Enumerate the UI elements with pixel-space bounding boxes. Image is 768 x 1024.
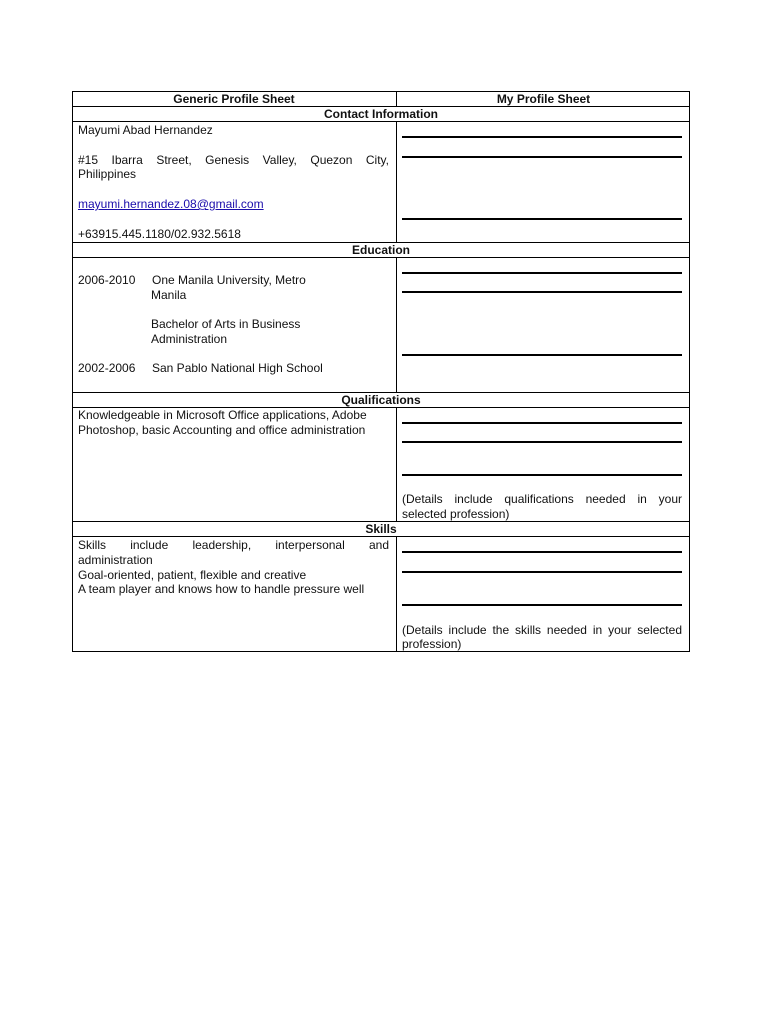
- contact-phone: +63915.445.1180/02.932.5618: [78, 227, 241, 241]
- qualifications-fill-line: [402, 474, 682, 476]
- qualifications-note-line1: (Details include qualifications needed in your: [402, 492, 682, 506]
- qualifications-line2: Photoshop, basic Accounting and office administration: [78, 423, 366, 437]
- skills-fill-line: [402, 571, 682, 573]
- skills-line4: A team player and knows how to handle pressure well: [78, 582, 365, 596]
- contact-address-line1: #15 Ibarra Street, Genesis Valley, Quezon City,: [78, 153, 389, 167]
- section-header-contact: Contact Information: [324, 107, 438, 121]
- qualifications-note-line2: selected profession): [402, 507, 510, 521]
- row-divider: [72, 257, 690, 258]
- column-divider: [396, 536, 397, 652]
- qualifications-fill-line: [402, 422, 682, 424]
- contact-fill-line: [402, 218, 682, 220]
- row-divider: [72, 536, 690, 537]
- skills-note-line1: (Details include the skills needed in your selected: [402, 623, 682, 637]
- education-school-cont: Manila: [151, 288, 187, 302]
- skills-note-line2: profession): [402, 637, 462, 651]
- qualifications-fill-line: [402, 441, 682, 443]
- skills-line2: administration: [78, 553, 153, 567]
- section-header-skills: Skills: [365, 522, 397, 536]
- education-school: San Pablo National High School: [152, 361, 323, 375]
- contact-fill-line: [402, 156, 682, 158]
- contact-name: Mayumi Abad Hernandez: [78, 123, 213, 137]
- column-divider: [396, 121, 397, 242]
- qualifications-line1: Knowledgeable in Microsoft Office applications, Adobe: [78, 408, 367, 422]
- education-years: 2006-2010: [78, 273, 136, 287]
- skills-line1: Skills include leadership, interpersonal and: [78, 538, 389, 552]
- education-degree-cont: Administration: [151, 332, 228, 346]
- column-divider: [396, 407, 397, 521]
- my-column-header: My Profile Sheet: [496, 92, 591, 106]
- contact-fill-line: [402, 136, 682, 138]
- skills-fill-line: [402, 551, 682, 553]
- section-header-education: Education: [351, 243, 410, 257]
- contact-email-link[interactable]: mayumi.hernandez.08@gmail.com: [78, 197, 264, 211]
- profile-sheet-table: [72, 91, 690, 652]
- generic-column-header: Generic Profile Sheet: [173, 92, 295, 106]
- column-divider: [396, 257, 397, 392]
- skills-fill-line: [402, 604, 682, 606]
- education-school: One Manila University, Metro: [152, 273, 306, 287]
- education-degree: Bachelor of Arts in Business: [151, 317, 301, 331]
- section-header-qualifications: Qualifications: [341, 393, 421, 407]
- education-fill-line: [402, 354, 682, 356]
- skills-line3: Goal-oriented, patient, flexible and creative: [78, 568, 307, 582]
- education-fill-line: [402, 291, 682, 293]
- education-years: 2002-2006: [78, 361, 136, 375]
- contact-address-line2: Philippines: [78, 167, 137, 181]
- education-fill-line: [402, 272, 682, 274]
- row-divider: [72, 121, 690, 122]
